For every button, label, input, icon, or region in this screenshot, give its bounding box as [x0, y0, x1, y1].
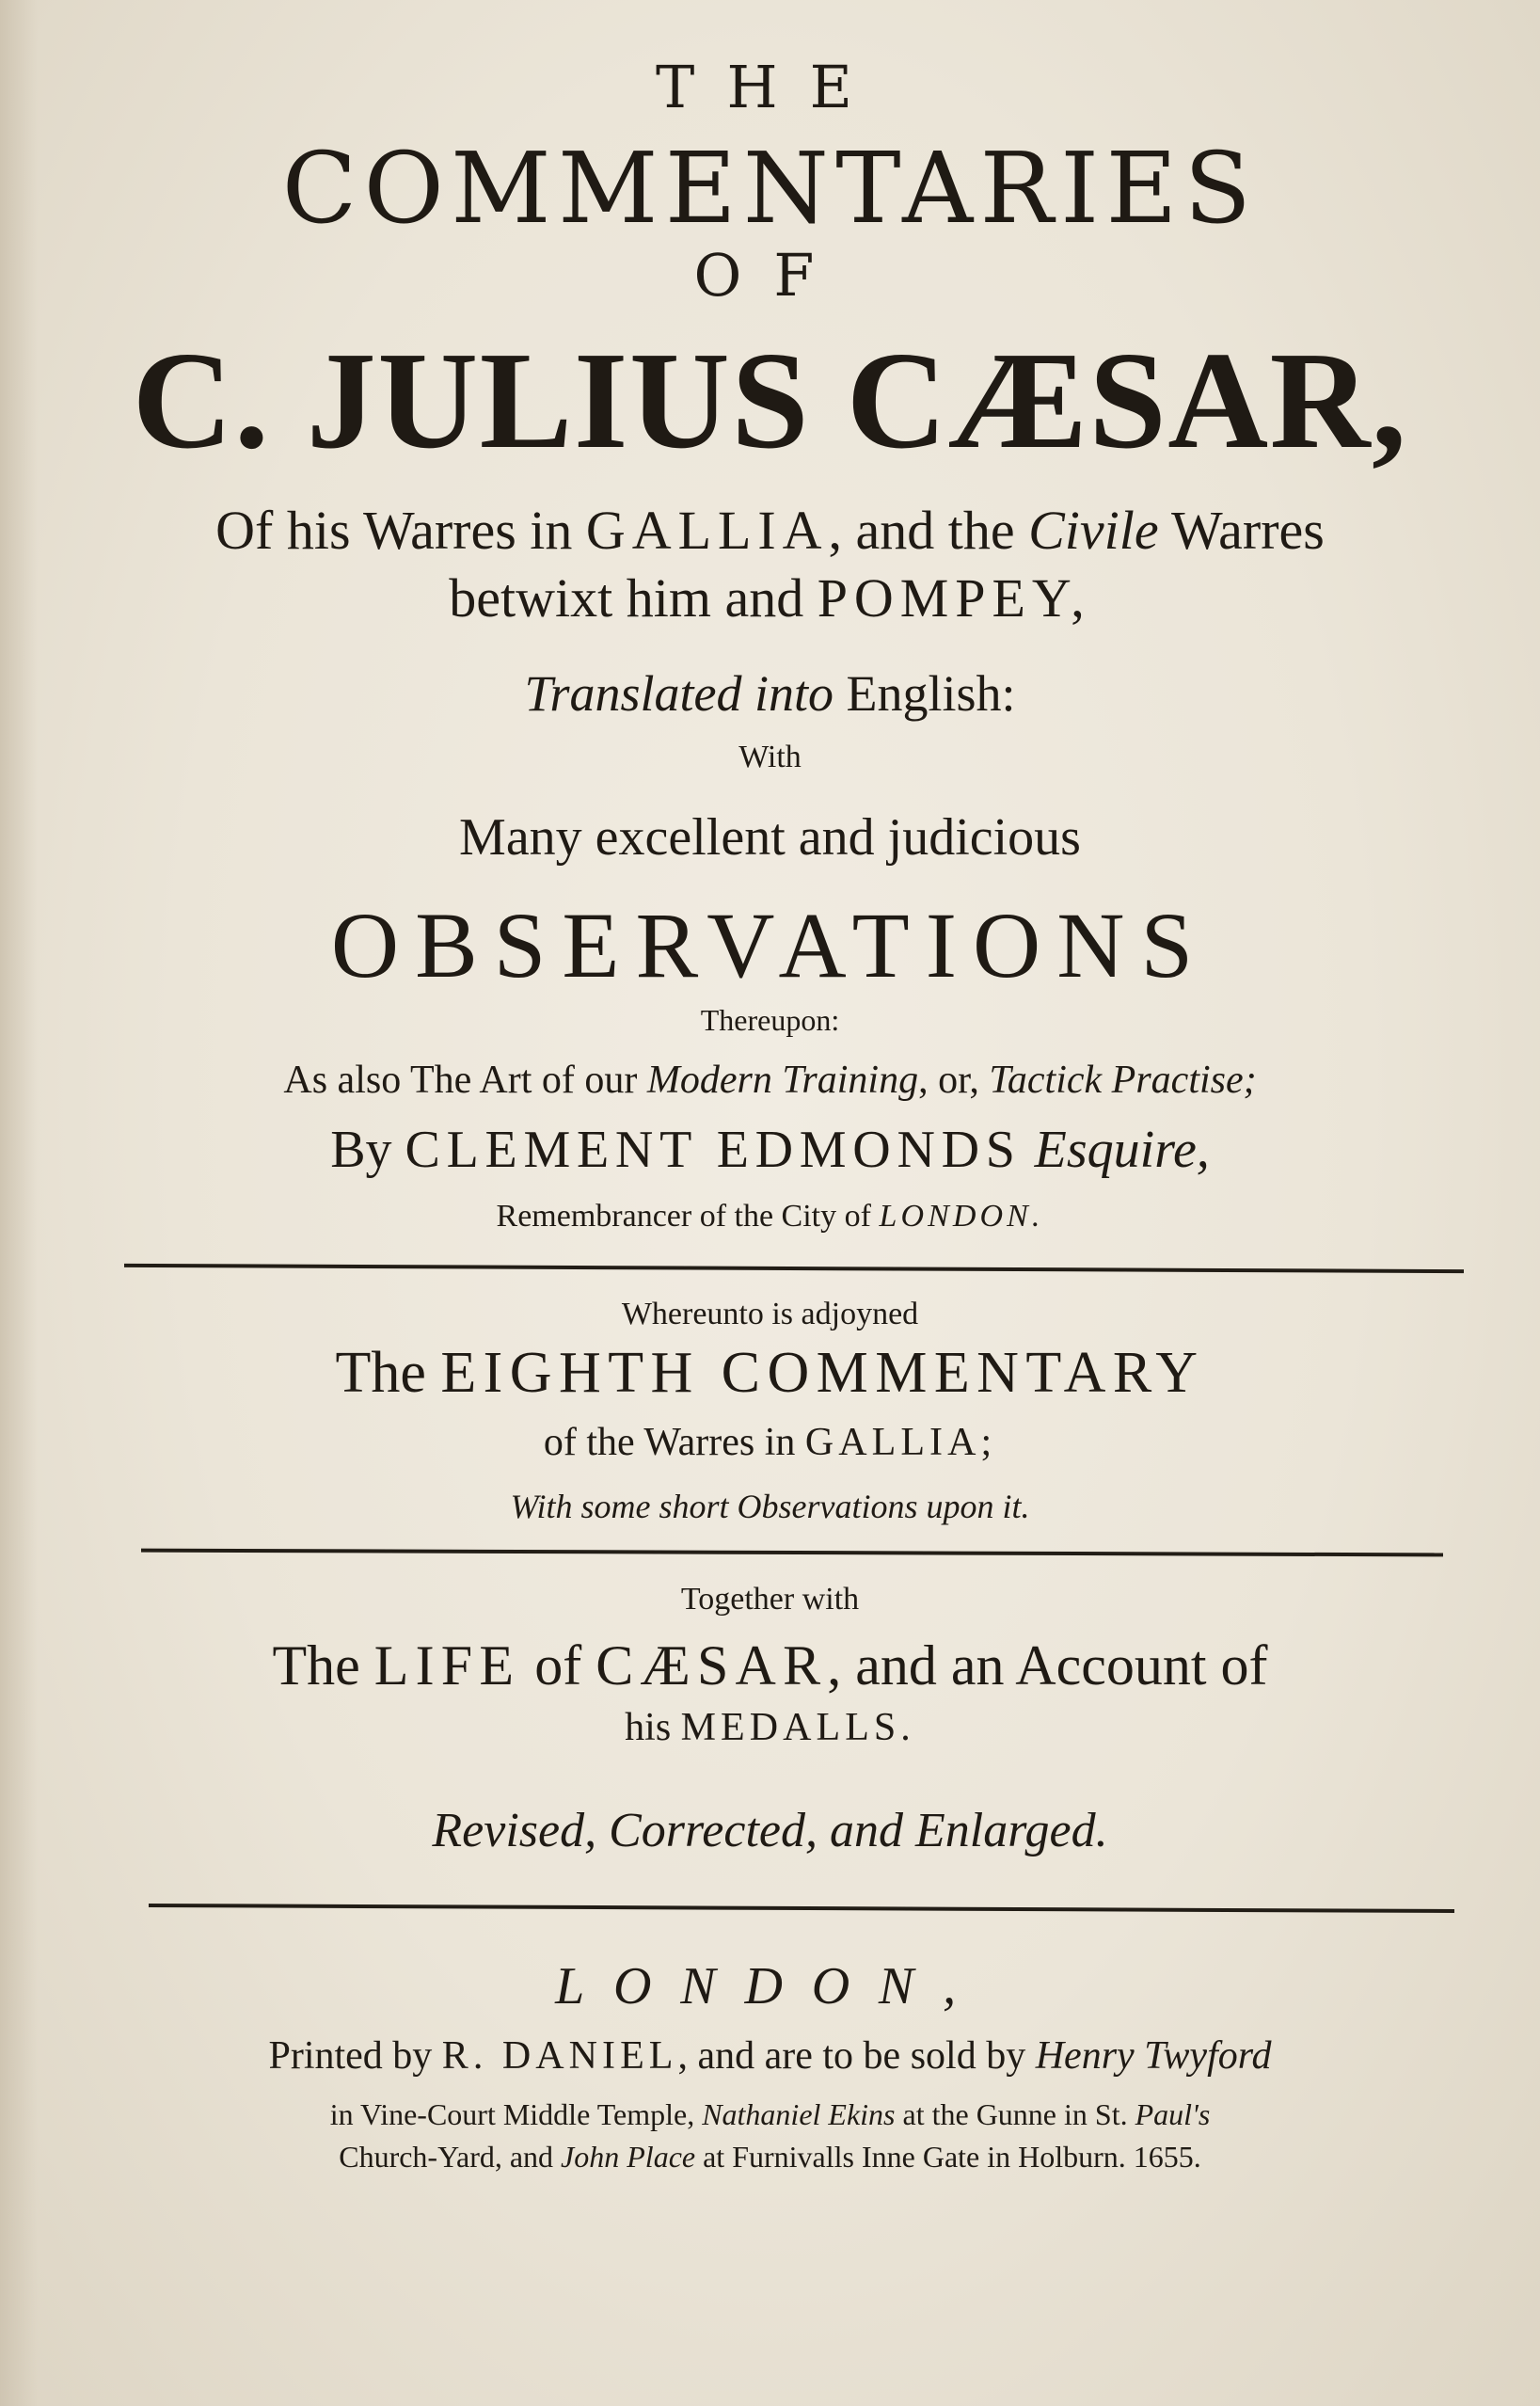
imprint-vine-court-line: [0, 2099, 1540, 2129]
his-text: his: [625, 1706, 681, 1749]
subtitle-text: betwixt him and: [449, 567, 818, 629]
translated-english: English:: [834, 665, 1016, 722]
eighth-the: The: [335, 1341, 441, 1405]
eighth-commentary-line: [0, 1341, 1540, 1405]
many-excellent-line: Many excellent and judicious: [459, 808, 1081, 867]
of-warres-line: [0, 1423, 1540, 1462]
title-commentaries: COMMENTARIES: [281, 131, 1259, 246]
subtitle-civile: Civile: [1028, 500, 1159, 561]
life-text: , and an Account of: [827, 1634, 1268, 1697]
remembrancer-line: [0, 1201, 1540, 1233]
asalso-text: As also The Art of our: [283, 1059, 647, 1102]
asalso-modern-training: Modern Training: [646, 1059, 919, 1102]
imprint-church-yard-line: [0, 2142, 1540, 2172]
remembrancer-london: LONDON.: [879, 1199, 1044, 1234]
revised-line: Revised, Corrected, and Enlarged.: [432, 1804, 1108, 1857]
by-text: By: [330, 1121, 405, 1179]
church-place: John Place: [561, 2140, 696, 2174]
subtitle-gallia: GALLIA: [585, 500, 829, 561]
remembrancer-text: Remembrancer of the City of: [496, 1199, 880, 1234]
his-medalls: MEDALLS.: [680, 1706, 915, 1749]
eighth-title: EIGHTH COMMENTARY: [440, 1341, 1205, 1405]
divider-rule: [141, 1549, 1443, 1557]
printed-seller: Henry Twyford: [1035, 2034, 1272, 2078]
imprint-printed-line: [0, 2036, 1540, 2076]
divider-rule: [149, 1904, 1454, 1913]
with-line: With: [738, 740, 802, 774]
subtitle-text: Warres: [1158, 500, 1325, 561]
life-of-caesar-line: [0, 1634, 1540, 1697]
church-text: at Furnivalls Inne Gate in Holburn. 1655.: [695, 2140, 1201, 2174]
of-warres-text: of the Warres in: [543, 1421, 805, 1464]
title-the: THE: [656, 53, 884, 121]
asalso-tactick: Tactick Practise;: [989, 1059, 1257, 1102]
life-caesar: CÆSAR: [595, 1634, 828, 1697]
subtitle-pompey: POMPEY,: [817, 567, 1091, 629]
of-warres-gallia: GALLIA;: [804, 1421, 997, 1464]
by-esquire: Esquire,: [1021, 1121, 1210, 1179]
printed-text: Printed by: [268, 2034, 442, 2078]
imprint-london: LONDON,: [555, 1957, 985, 2016]
printed-printer: R. DANIEL: [441, 2034, 678, 2078]
printed-text: , and are to be sold by: [677, 2034, 1036, 2078]
subtitle-line-2: [0, 567, 1540, 629]
subtitle-text: Of his Warres in: [215, 500, 586, 561]
medalls-line: [0, 1708, 1540, 1747]
subtitle-line-1: [0, 500, 1540, 561]
vine-pauls: Paul's: [1135, 2097, 1211, 2131]
translated-line: [0, 665, 1540, 722]
vine-ekins: Nathaniel Ekins: [702, 2097, 896, 2131]
art-of-training-line: [0, 1060, 1540, 1100]
vine-text: in Vine-Court Middle Temple,: [329, 2097, 703, 2131]
thereupon-line: Thereupon:: [700, 1003, 840, 1037]
life-text: The: [272, 1634, 374, 1697]
life-text: of: [520, 1634, 596, 1697]
vine-text: at the Gunne in St.: [895, 2097, 1135, 2131]
divider-rule: [124, 1264, 1464, 1273]
title-author: C. JULIUS CÆSAR,: [132, 324, 1408, 478]
observations-heading: OBSERVATIONS: [330, 893, 1210, 997]
life-life: LIFE: [373, 1634, 521, 1697]
with-some-observations-line: With some short Observations upon it.: [510, 1488, 1030, 1525]
whereunto-line: Whereunto is adjoyned: [621, 1297, 919, 1331]
title-of: OF: [693, 241, 847, 310]
author-credit-line: [0, 1121, 1540, 1179]
by-name: CLEMENT EDMONDS: [405, 1121, 1022, 1179]
subtitle-text: , and the: [828, 500, 1029, 561]
together-with-line: Together with: [680, 1582, 860, 1617]
church-text: Church-Yard, and: [339, 2140, 562, 2174]
asalso-text: , or,: [918, 1059, 990, 1102]
translated-italic: Translated into: [524, 665, 834, 722]
